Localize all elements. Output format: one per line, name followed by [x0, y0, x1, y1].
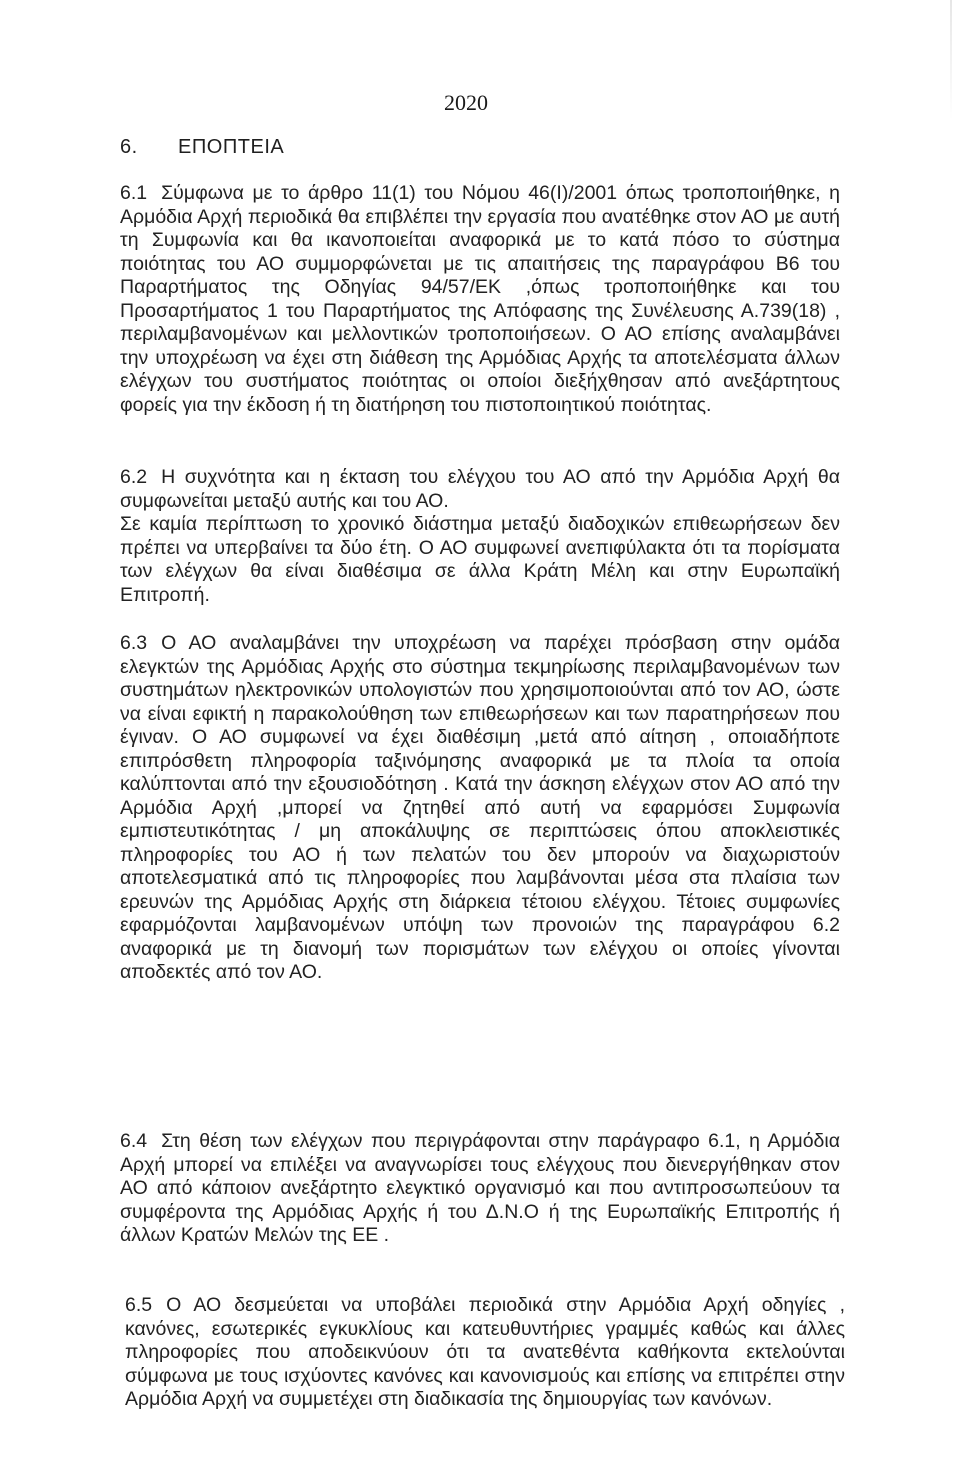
- paragraph-number: 6.3: [120, 632, 148, 654]
- paragraph-continuation: Σε καμία περίπτωση το χρονικό διάστημα μεταξύ διαδοχικών επιθεωρήσεων δεν πρέπει να υπερβαίνει τα δύο έτη. Ο ΑΟ συμφωνεί ανεπιφύλακτα ότι τα πορίσματα των ελέγχων θα είναι διαθέσιμα σε άλλα Κράτη Μέλη και στην Ευρωπαϊκή Επιτροπή.: [120, 513, 840, 606]
- document-year: 2020: [444, 90, 488, 115]
- section-title: ΕΠΟΠΤΕΙΑ: [178, 136, 285, 158]
- paragraph-text: Σύμφωνα με το άρθρο 11(1) του Νόμου 46(Ι)/2001 όπως τροποποιήθηκε, η Αρμόδια Αρχή περιοδικά θα επιβλέπει την εργασία που ανατέθηκε στον ΑΟ με αυτή τη Συμφωνία και θα ικανοποιείται αναφορικά με το κατά πόσο το σύστημα ποιότητας του ΑΟ συμμορφώνεται με τις απαιτήσεις της παραγράφου Β6 του Παραρτήματος της Οδηγίας 94/57/ΕΚ ,όπως τροποποιήθηκε και του Προσαρτήματος 1 του Παραρτήματος της Απόφασης της Συνέλευσης Α.739(18) , περιλαμβανομένων και μελλοντικών τροποποιήσεων. Ο ΑΟ επίσης αναλαμβάνει την υποχρέωση να έχει στη διάθεση της Αρμόδιας Αρχής τα αποτελέσματα άλλων ελέγχων του συστήματος ποιότητας οι οποίοι διεξήχθησαν από ανεξάρτητους φορείς για την έκδοση ή τη διατήρηση του πιστοποιητικού ποιότητας.: [120, 182, 840, 416]
- section-number: 6.: [120, 136, 138, 158]
- paragraph-text: Ο ΑΟ δεσμεύεται να υποβάλει περιοδικά στην Αρμόδια Αρχή οδηγίες , κανόνες, εσωτερικές εγκυκλίους και κατευθυντήριες γραμμές καθώς και άλλες πληροφορίες που αποδεικνύουν ότι τα ανατεθέντα καθήκοντα εκτελούνται σύμφωνα με τους ισχύοντες κανόνες και κανονισμούς και επίσης να επιτρέπει στην Αρμόδια Αρχή να συμμετέχει στη διαδικασία της δημιουργίας των κανόνων.: [125, 1294, 845, 1410]
- paragraph-6-4: [120, 1130, 840, 1248]
- paragraph-6-3: [120, 632, 840, 985]
- paragraph-number: 6.5: [125, 1294, 153, 1316]
- paragraph-6-1: [120, 182, 840, 417]
- paragraph-number: 6.1: [120, 182, 148, 204]
- paragraph-number: 6.4: [120, 1130, 148, 1152]
- paragraph-text: Στη θέση των ελέγχων που περιγράφονται στην παράγραφο 6.1, η Αρμόδια Αρχή μπορεί να επιλέξει να αναγνωρίσει τους ελέγχους που διενεργήθηκαν στον ΑΟ από κάποιον ανεξάρτητο ελεγκτικό οργανισμό και που αντιπροσωπεύουν τα συμφέροντα της Αρμόδιας Αρχής ή του Δ.Ν.Ο ή της Ευρωπαϊκής Επιτροπής ή άλλων Κρατών Μελών της ΕΕ .: [120, 1130, 840, 1246]
- paragraph-6-5: [125, 1294, 845, 1412]
- paragraph-text: Η συχνότητα και η έκταση του ελέγχου του ΑΟ από την Αρμόδια Αρχή θα συμφωνείται μεταξύ αυτής και του ΑΟ.: [120, 466, 840, 512]
- paragraph-6-2: [120, 466, 840, 607]
- paragraph-number: 6.2: [120, 466, 148, 488]
- section-heading: [120, 136, 284, 159]
- paragraph-text: Ο ΑΟ αναλαμβάνει την υποχρέωση να παρέχει πρόσβαση στην ομάδα ελεγκτών της Αρμόδιας Αρχής στο σύστημα τεκμηρίωσης περιλαμβανομένων των συστημάτων ηλεκτρονικών υπολογιστών που χρησιμοποιούνται από τον ΑΟ, ώστε να είναι εφικτή η παρακολούθηση των επιθεωρήσεων και των παρατηρήσεων που έγιναν. Ο ΑΟ συμφωνεί να έχει διαθέσιμη ,μετά από αίτηση , οποιαδήποτε επιπρόσθετη πληροφορία ταξινόμησης αναφορικά με τα πλοία τα οποία καλύπτονται από την εξουσιοδότηση . Κατά την άσκηση ελέγχων στον ΑΟ από την Αρμόδια Αρχή ,μπορεί να ζητηθεί από αυτή να εφαρμόσει Συμφωνία εμπιστευτικότητας / μη αποκάλυψης σε περιπτώσεις όπου αποκλειστικές πληροφορίες του ΑΟ ή των πελατών του δεν μπορούν να διαχωριστούν αποτελεσματικά από τις πληροφορίες που λαμβάνονται μέσα στα πλαίσια των ερευνών της Αρμόδιας Αρχής στη διάρκεια τέτοιου ελέγχου. Τέτοιες συμφωνίες εφαρμόζονται λαμβανομένων υπόψη των προνοιών της παραγράφου 6.2 αναφορικά με τη διανομή των πορισμάτων των ελέγχου οι οποίες γίνονται αποδεκτές από τον ΑΟ.: [120, 632, 840, 983]
- scan-edge-mark: [950, 0, 952, 120]
